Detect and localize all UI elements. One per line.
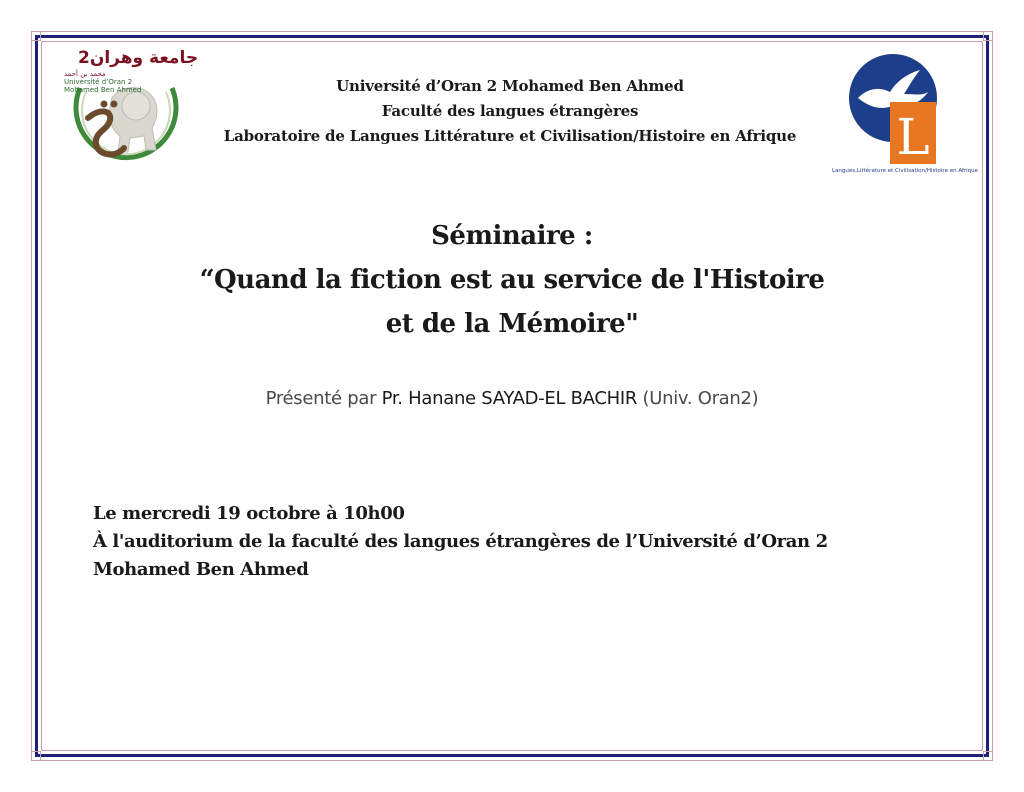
- header-faculty: Faculté des langues étrangères: [381, 102, 639, 120]
- presenter-line: [120, 388, 904, 409]
- institution-header: [180, 74, 840, 149]
- presenter-name: Pr. Hanane SAYAD-EL BACHIR: [381, 388, 638, 409]
- university-logo-sub-line2: Mohamed Ben Ahmed: [64, 86, 142, 94]
- header-laboratory: Laboratoire de Langues Littérature et Civilisation/Histoire en Afrique: [223, 127, 797, 145]
- seminar-title-line2: et de la Mémoire": [385, 309, 639, 339]
- frame-corner-top-right: [983, 31, 993, 41]
- frame-corner-bottom-left: [31, 751, 41, 761]
- presenter-prefix: Présenté par: [265, 388, 377, 409]
- header-university: Université d’Oran 2 Mohamed Ben Ahmed: [336, 77, 684, 95]
- university-logo-sub-arabic: محمد بن أحمد: [64, 70, 106, 78]
- presenter-affiliation: (Univ. Oran2): [642, 388, 759, 409]
- seminar-title-line1: “Quand la fiction est au service de l'Histoire: [199, 265, 825, 295]
- university-logo-subtitle: [64, 70, 144, 94]
- university-logo-sub-line1: Université d’Oran 2: [64, 78, 133, 86]
- university-logo-arabic: جامعة وهران2: [78, 48, 199, 68]
- frame-corner-bottom-right: [983, 751, 993, 761]
- seminar-label: Séminaire :: [431, 221, 593, 251]
- frame-corner-top-left: [31, 31, 41, 41]
- seminar-title-block: [120, 214, 904, 346]
- university-logo: [60, 48, 199, 178]
- event-details: [93, 500, 953, 584]
- laboratory-logo-letter: L: [896, 108, 930, 166]
- event-place-line1: À l'auditorium de la faculté des langues étrangères de l’Université d’Oran 2: [93, 531, 828, 552]
- laboratory-logo: [830, 50, 980, 180]
- event-date: Le mercredi 19 octobre à 10h00: [93, 503, 405, 524]
- event-place-line2: Mohamed Ben Ahmed: [93, 559, 309, 580]
- laboratory-logo-icon: [830, 50, 980, 175]
- laboratory-logo-caption: Langues,Littérature et Civilisation/Histoire en Afrique: [832, 168, 978, 174]
